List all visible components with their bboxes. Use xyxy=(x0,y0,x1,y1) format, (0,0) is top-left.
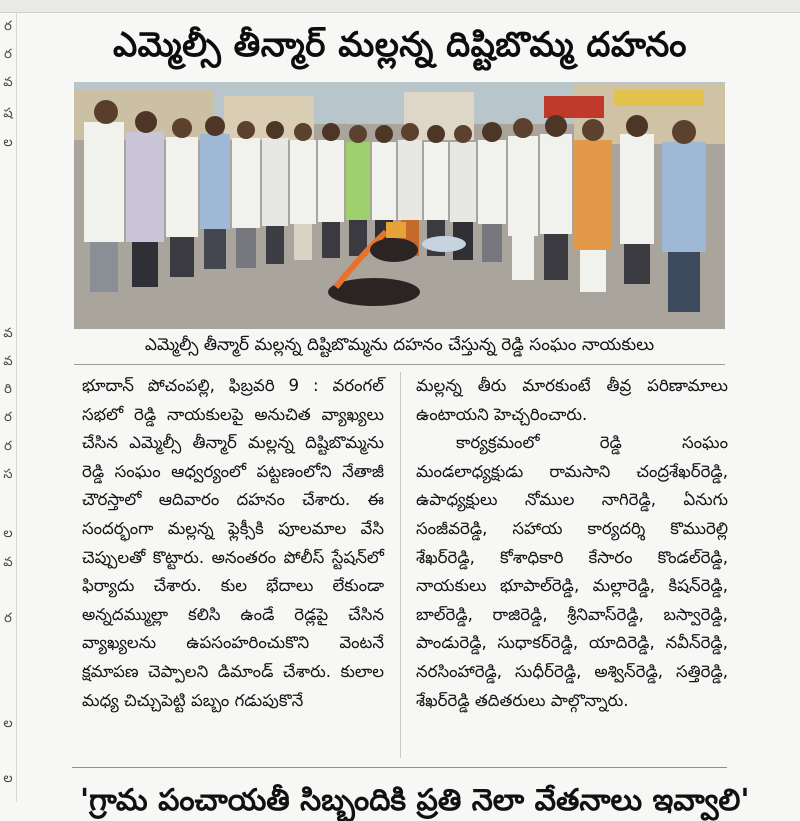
next-article-headline: 'గ్రామ పంచాయతీ సిబ్బందికి ప్రతి నెలా వేతనాలు ఇవ్వాలి' xyxy=(80,783,750,818)
section-divider xyxy=(72,767,727,768)
photo-truck xyxy=(544,96,604,118)
article-column-2 xyxy=(416,372,728,715)
margin-char: ల xyxy=(3,135,13,150)
margin-char: ర xyxy=(4,47,12,62)
margin-char: వ xyxy=(3,326,13,341)
article-column-1 xyxy=(82,372,384,715)
margin-char: ల xyxy=(3,526,13,541)
left-margin-column xyxy=(0,12,17,802)
margin-char: వ xyxy=(3,354,13,369)
margin-char: ర xyxy=(4,611,12,626)
photo-shop-sign xyxy=(614,90,704,106)
margin-char: ర xyxy=(4,410,12,425)
photo-caption: ఎమ్మెల్సీ తీన్మార్ మల్లన్న దిష్టిబొమ్మను దహనం చేస్తున్న రెడ్డి సంఘం నాయకులు xyxy=(74,330,725,365)
news-photo xyxy=(74,82,725,329)
margin-char: ర xyxy=(4,439,12,454)
margin-char: ష xyxy=(3,106,13,121)
article-paragraph: కార్యక్రమంలో రెడ్డి సంఘం మండలాధ్యక్షుడు రామసాని చంద్రశేఖర్‌రెడ్డి, ఉపాధ్యక్షులు నోముల నాగిరెడ్డి, ఏనుగు సంజీవరెడ్డి, సహాయ కార్యదర్శి కొమురెల్లి శేఖర్‌రెడ్డి, కోశాధికారి కేసారం కొండల్‌రెడ్డి, నాయకులు భూపాల్‌రెడ్డి, మల్లారెడ్డి, కిషన్‌రెడ్డి, బాల్‌రెడ్డి, రాజిరెడ్డి, శ్రీనివాస్‌రెడ్డి, బస్వారెడ్డి, పాండురెడ్డి, సుధాకర్‌రెడ్డి, యాదిరెడ్డి, నవీన్‌రెడ్డి, నరసింహారెడ్డి, సుధీర్‌రెడ్డి, అశ్విన్‌రెడ్డి, సత్తిరెడ్డి, శేఖర్‌రెడ్డి తదితరులు పాల్గొన్నారు. xyxy=(416,433,728,710)
column-divider xyxy=(400,372,401,758)
margin-char: ల xyxy=(3,716,13,731)
article-headline: ఎమ్మెల్సీ తీన్మార్ మల్లన్న దిష్టిబొమ్మ దహనం xyxy=(112,25,688,65)
margin-char: స xyxy=(3,467,13,482)
article-paragraph: మల్లన్న తీరు మారకుంటే తీవ్ర పరిణామాలు ఉంటాయని హెచ్చరించారు. xyxy=(416,376,728,424)
margin-char: వ xyxy=(3,75,13,90)
article-paragraph: భూదాన్ పోచంపల్లి, ఫిబ్రవరి 9 : వరంగల్ సభలో రెడ్డి నాయకులపై అనుచిత వ్యాఖ్యలు చేసిన ఎమ్మెల్సీ తీన్మార్ మల్లన్న దిష్టిబొమ్మను రెడ్డి సంఘం ఆధ్వర్యంలో పట్టణంలోని నేతాజీ చౌరస్తాలో ఆదివారం దహనం చేశారు. ఈ సందర్భంగా మల్లన్న ఫ్లెక్సీకి పూలమాల వేసి చెప్పులతో కొట్టారు. అనంతరం పోలీస్ స్టేషన్‌లో ఫిర్యాదు చేశారు. కుల భేదాలు లేకుండా అన్నదమ్ముల్లా కలిసి ఉండే రెడ్లపై చేసిన వ్యాఖ్యలను ఉపసంహరించుకొని వెంటనే క్షమాపణ చెప్పాలని డిమాండ్ చేశారు. కులాల మధ్య చిచ్చుపెట్టి పబ్బం గడుపుకొనే xyxy=(82,376,384,710)
margin-char: రి xyxy=(4,382,12,397)
margin-char: ల xyxy=(3,771,13,786)
margin-char: వ xyxy=(3,555,13,570)
top-cut-strip xyxy=(0,0,800,13)
margin-char: ర xyxy=(4,19,12,34)
